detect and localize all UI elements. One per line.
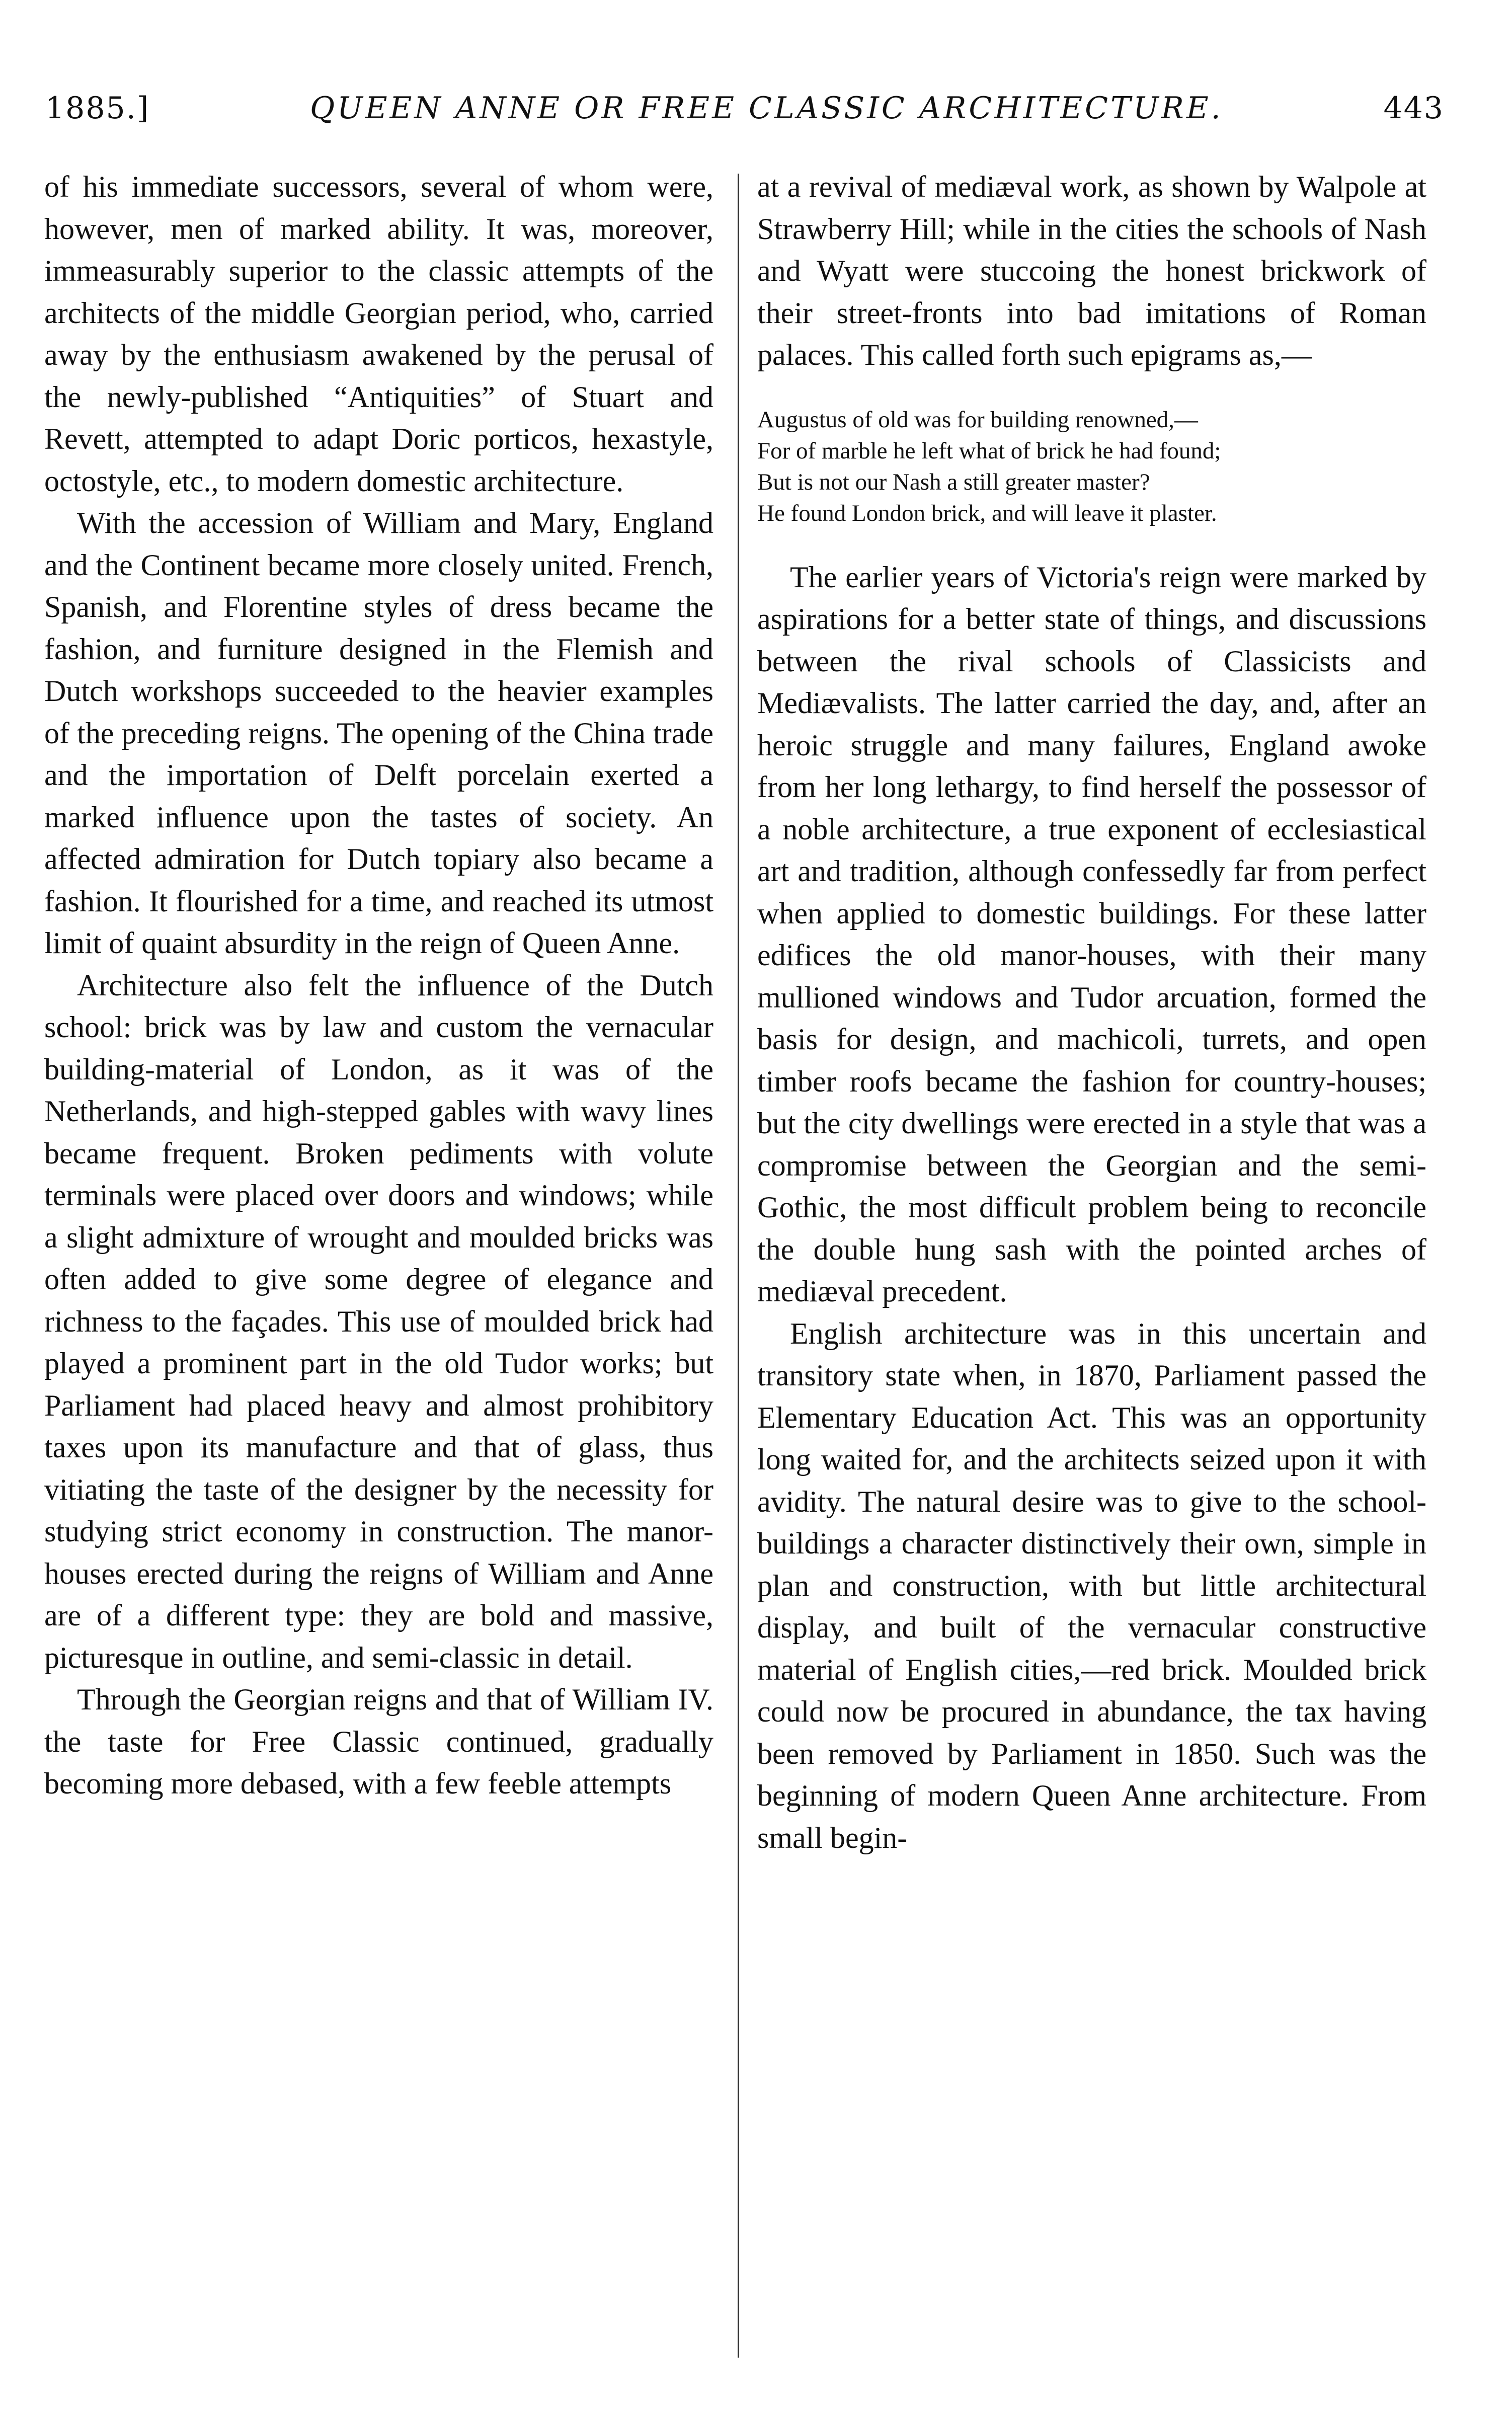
header-year: 1885.] [45,91,150,126]
verse-line: But is not our Nash a still greater master? [757,469,1150,495]
verse-line: He found London brick, and will leave it plaster. [757,500,1217,526]
paragraph: Through the Georgian reigns and that of William IV. the taste for Free Classic continued, gradually becoming more debased, with a few feeble attempts [44,1683,713,1800]
header-title: QUEEN ANNE OR FREE CLASSIC ARCHITECTURE. [309,91,1223,126]
paragraph: at a revival of mediæval work, as shown by Walpole at Strawberry Hill; while in the cities the schools of Nash and Wyatt were stuccoing the honest brickwork of their street-fronts into bad imitations of Roman palaces. This called forth such epigrams as,— [757,170,1426,371]
page-number: 443 [1383,91,1444,126]
paragraph: Architecture also felt the influence of the Dutch school: brick was by law and custom the vernacular building-material of London, as it was of the Netherlands, and high-stepped gables with wavy lines became frequent. Broken pediments with volute terminals were placed over doors and windows; while a slight admixture of wrought and moulded bricks was often added to give some degree of elegance and richness to the façades. This use of moulded brick had played a prominent part in the old Tudor works; but Parliament had placed heavy and almost prohibitory taxes upon its manufacture and that of glass, thus vitiating the taste of the designer by the necessity for studying strict economy in construction. The manor-houses erected during the reigns of William and Anne are of a different type: they are bold and massive, picturesque in outline, and semi-classic in detail. [44,968,713,1674]
paragraph: The earlier years of Victoria's reign were marked by aspirations for a better state of things, and discussions between the rival schools of Classicists and Mediævalists. The latter carried the day, and, after an heroic struggle and many failures, England awoke from her long lethargy, to find herself the possessor of a noble architecture, a true exponent of ecclesiastical art and tradition, although confessedly far from perfect when applied to domestic buildings. For these latter edifices the old manor-houses, with their many mullioned windows and Tudor arcuation, formed the basis for design, and machicoli, turrets, and open timber roofs became the fashion for country-houses; but the city dwellings were erected in a style that was a compromise between the Georgian and the semi-Gothic, the most difficult problem being to reconcile the double hung sash with the pointed arches of mediæval precedent. [757,560,1426,1308]
right-column [757,166,1426,1859]
left-column [44,166,713,1805]
verse-line: For of marble he left what of brick he had found; [757,437,1221,464]
epigram-verse [757,404,1426,529]
verse-line: Augustus of old was for building renowned,— [757,406,1198,433]
paragraph: of his immediate successors, several of whom were, however, men of marked ability. It was, moreover, immeasurably superior to the classic attempts of the architects of the middle Georgian period, who, carried away by the enthusiasm awakened by the perusal of the newly-published “Antiquities” of Stuart and Revett, attempted to adapt Doric porticos, hexastyle, octostyle, etc., to modern domestic architecture. [44,170,713,498]
paragraph: English architecture was in this uncertain and transitory state when, in 1870, Parliament passed the Elementary Education Act. This was an opportunity long waited for, and the architects seized upon it with avidity. The natural desire was to give to the school-buildings a character distinctively their own, simple in plan and construction, with but little architectural display, and built of the vernacular constructive material of English cities,—red brick. Moulded brick could now be procured in abundance, the tax having been removed by Parliament in 1850. Such was the beginning of modern Queen Anne architecture. From small begin- [757,1316,1426,1854]
paragraph: With the accession of William and Mary, England and the Continent became more closely united. French, Spanish, and Florentine styles of dress became the fashion, and furniture designed in the Flemish and Dutch workshops succeeded to the heavier examples of the preceding reigns. The opening of the China trade and the importation of Delft porcelain exerted a marked influence upon the tastes of society. An affected admiration for Dutch topiary also became a fashion. It flourished for a time, and reached its utmost limit of quaint absurdity in the reign of Queen Anne. [44,506,713,960]
running-head [45,91,1444,141]
column-divider [738,174,739,2358]
